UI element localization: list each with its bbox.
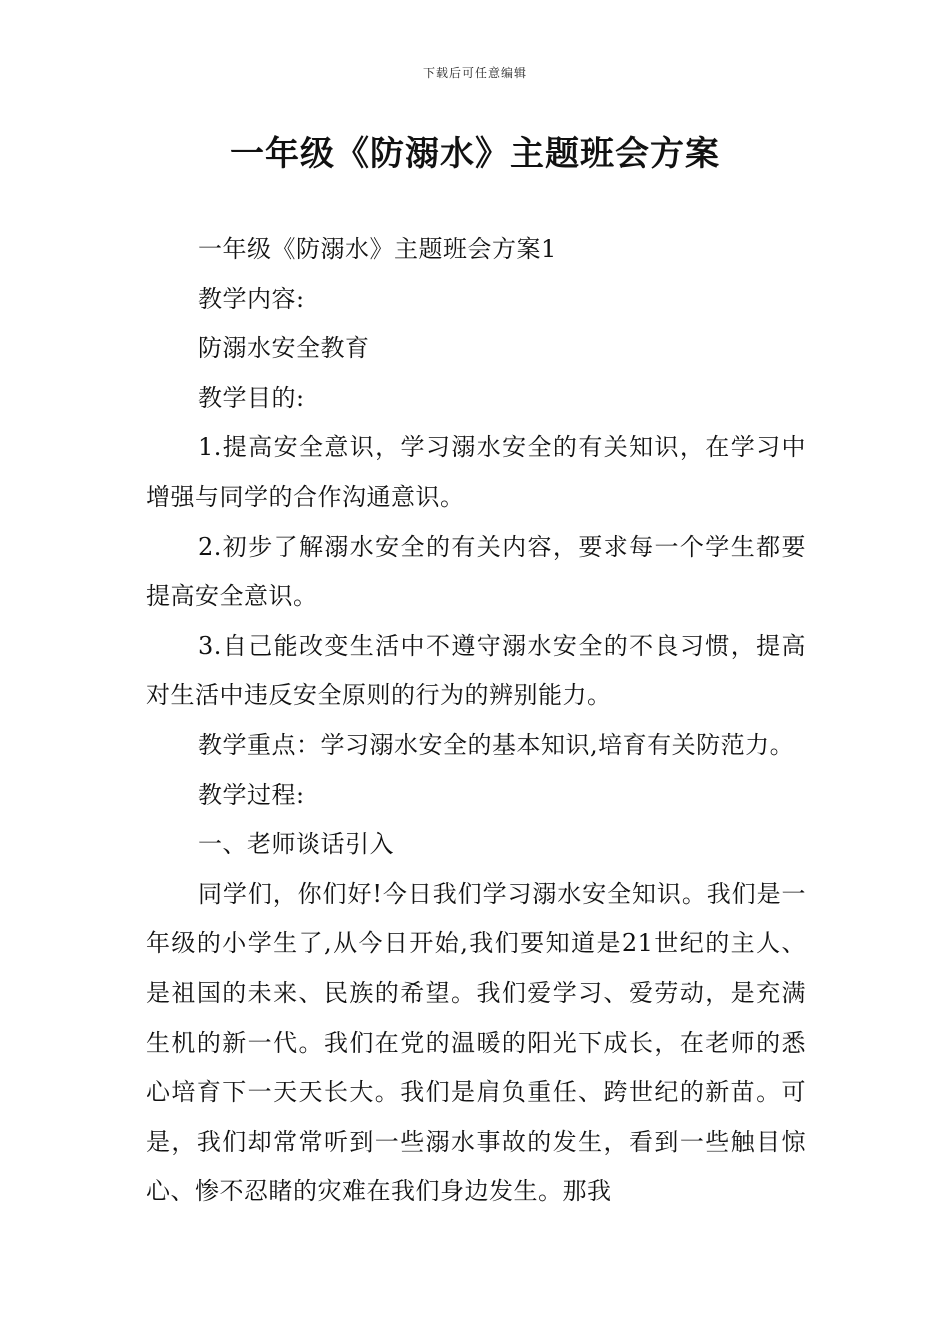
paragraph-teaching-content-label: 教学内容: — [198, 284, 305, 313]
paragraph-goal-2: 2.初步了解溺水安全的有关内容，要求每一个学生都要提高安全意识。 — [146, 532, 806, 611]
paragraph-teaching-content: 防溺水安全教育 — [198, 334, 370, 363]
document-title: 一年级《防溺水》主题班会方案 — [230, 134, 720, 174]
paragraph-subtitle: 一年级《防溺水》主题班会方案1 — [198, 235, 557, 263]
paragraph-section-1-body: 同学们，你们好!今日我们学习溺水安全知识。我们是一年级的小学生了,从今日开始,我们要知道是21世纪的主人、是祖国的未来、民族的希望。我们爱学习、爱劳动，是充满生机的新一代。我们在党的温暖的阳光下成长，在老师的悉心培育下一天天长大。我们是肩负重任、跨世纪的新苗。可是，我们却常常听到一些溺水事故的发生，看到一些触目惊心、惨不忍睹的灾难在我们身边发生。那我 — [146, 879, 806, 1206]
header-note: 下载后可任意编辑 — [422, 66, 527, 80]
document-body — [146, 225, 806, 1217]
paragraph-teaching-process-label: 教学过程: — [198, 780, 305, 809]
paragraph-teaching-goal-label: 教学目的: — [198, 383, 305, 412]
paragraph-teaching-focus: 教学重点：学习溺水安全的基本知识,培育有关防范力。 — [198, 730, 795, 759]
paragraph-goal-3: 3.自己能改变生活中不遵守溺水安全的不良习惯，提高对生活中违反安全原则的行为的辨别能力。 — [146, 631, 806, 710]
paragraph-section-1-heading: 一、老师谈话引入 — [198, 830, 394, 859]
paragraph-goal-1: 1.提高安全意识，学习溺水安全的有关知识，在学习中增强与同学的合作沟通意识。 — [146, 433, 806, 511]
